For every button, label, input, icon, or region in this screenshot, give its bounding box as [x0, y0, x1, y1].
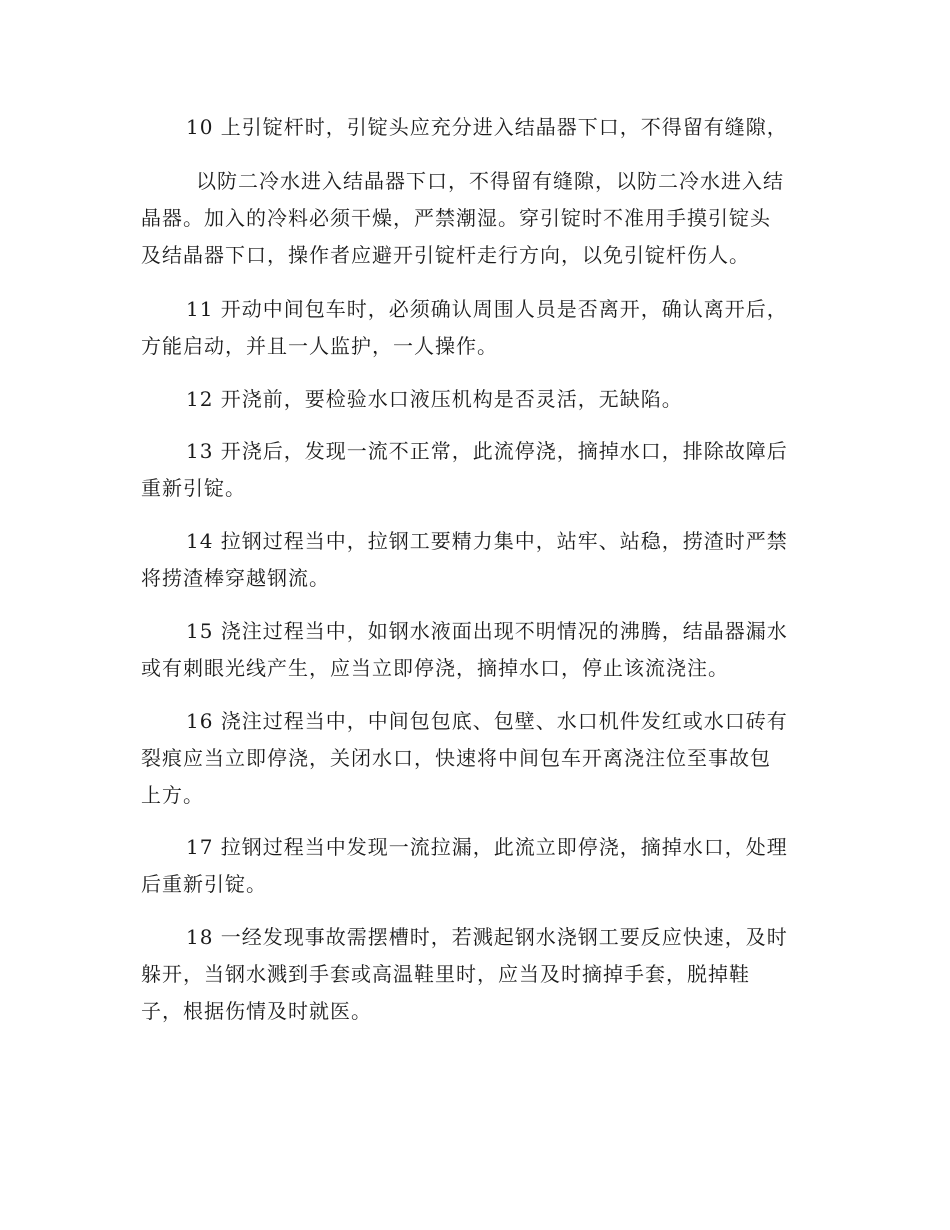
paragraph-line: 18 一经发现事故需摆槽时，若溅起钢水浇钢工要反应快速，及时	[186, 925, 788, 949]
paragraph-line: 14 拉钢过程当中，拉钢工要精力集中，站牢、站稳，捞渣时严禁	[186, 529, 788, 553]
paragraph-line: 裂痕应当立即停浇，关闭水口，快速将中间包车开离浇注位至事故包	[141, 746, 771, 770]
paragraph-line: 及结晶器下口，操作者应避开引锭杆走行方向，以免引锭杆伤人。	[141, 243, 750, 267]
paragraph-line: 13 开浇后，发现一流不正常，此流停浇，摘掉水口，排除故障后	[186, 439, 788, 463]
paragraph-line: 17 拉钢过程当中发现一流拉漏，此流立即停浇，摘掉水口，处理	[186, 835, 788, 859]
paragraph-line: 方能启动，并且一人监护，一人操作。	[141, 334, 498, 358]
paragraph-line: 16 浇注过程当中，中间包包底、包壁、水口机件发红或水口砖有	[186, 709, 788, 733]
paragraph-line: 11 开动中间包车时，必须确认周围人员是否离开，确认离开后，	[186, 297, 788, 321]
paragraph-line: 10 上引锭杆时，引锭头应充分进入结晶器下口，不得留有缝隙，	[186, 115, 788, 139]
paragraph-line: 12 开浇前，要检验水口液压机构是否灵活，无缺陷。	[186, 387, 683, 411]
paragraph-line: 子，根据伤情及时就医。	[141, 999, 372, 1023]
paragraph-line: 15 浇注过程当中，如钢水液面出现不明情况的沸腾，结晶器漏水	[186, 619, 788, 643]
paragraph-line: 躲开，当钢水溅到手套或高温鞋里时，应当及时摘掉手套，脱掉鞋	[141, 962, 750, 986]
paragraph-line: 晶器。加入的冷料必须干燥，严禁潮湿。穿引锭时不准用手摸引锭头	[141, 206, 771, 230]
paragraph-line: 将捞渣棒穿越钢流。	[141, 566, 330, 590]
paragraph-line: 重新引锭。	[141, 476, 246, 500]
paragraph-line: 或有刺眼光线产生，应当立即停浇，摘掉水口，停止该流浇注。	[141, 656, 729, 680]
paragraph-line: 上方。	[141, 783, 204, 807]
paragraph-line: 后重新引锭。	[141, 872, 267, 896]
paragraph-line: 以防二冷水进入结晶器下口，不得留有缝隙，以防二冷水进入结	[196, 169, 784, 193]
